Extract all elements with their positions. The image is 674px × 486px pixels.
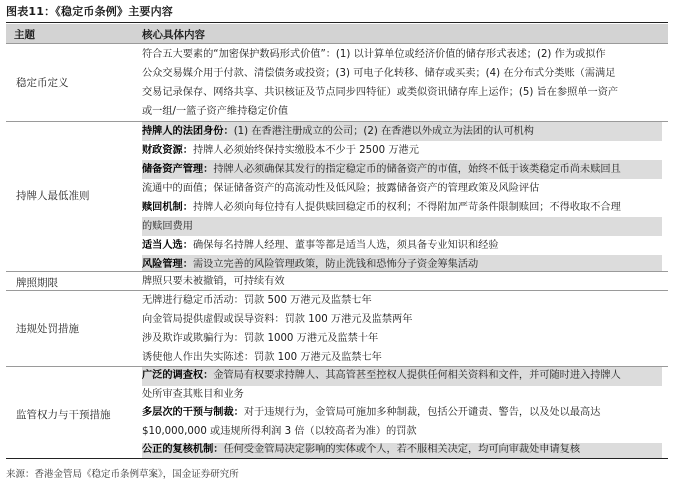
content-line: 符合五大要素的“加密保护数码形式价值”：(1) 以计算单位或经济价值的储存形式表述；(2) 作为或拟作 (142, 49, 606, 60)
row-topic: 违规处罚措施 (16, 323, 79, 335)
content-line: 处所审查其账目和业务 (142, 388, 244, 400)
content-line: 流通中的面值；保证储备资产的高流动性及低风险；披露储备资产的管理政策及风险评估 (142, 183, 540, 194)
table-row-definition (6, 43, 668, 122)
content-line: 的赎回费用 (142, 221, 193, 232)
table-row-validity (6, 271, 668, 291)
content-line: 交易记录保存、网络共享、共识核证及节点同步四特征）或类似资讯储存库上运作；(5) 旨在参照单一资产 (142, 87, 619, 98)
table-row-supervision (6, 366, 668, 459)
content-line: 公众交易媒介用于付款、清偿债务或投资；(3) 可电子化转移、储存或买卖；(4) 在分布式分类账（需满足 (142, 68, 616, 79)
content-line: 适当人选：确保每名持牌人经理、董事等都是适当人选，须具备专业知识和经验 (142, 240, 499, 251)
row-topic: 稳定币定义 (16, 77, 69, 89)
table-header (6, 24, 668, 43)
source-note: 来源：香港金管局《稳定币条例草案》，国金证券研究所 (6, 469, 239, 480)
header-content: 核心具体内容 (142, 29, 205, 41)
row-content (142, 122, 662, 274)
item-key: 赎回机制： (142, 202, 193, 213)
content-line: 广泛的调查权：金管局有权要求持牌人、其高管甚至控权人提供任何相关资料和文件，并可随时进入持牌人 (142, 370, 621, 381)
row-content (142, 291, 662, 367)
content-line: 公正的复核机制：任何受金管局决定影响的实体或个人，若不服相关决定，均可向审裁处申请复核 (142, 444, 581, 455)
content-line: 牌照只要未被撤销，可持续有效 (142, 276, 285, 287)
table-row-licensee (6, 121, 668, 272)
item-key: 多层次的干预与制裁： (142, 407, 244, 418)
row-content (142, 272, 662, 291)
content-line: 持牌人的法团身份：(1) 在香港注册成立的公司；(2) 在香港以外成立为法团的认可机构 (142, 126, 534, 137)
figure-title: 图表11：《稳定币条例》主要内容 (6, 5, 174, 18)
content-line: 向金管局提供虚假或误导资料：罚款 100 万港元及监禁两年 (142, 314, 413, 325)
item-key: 公正的复核机制： (142, 444, 224, 455)
content-line: 无牌进行稳定币活动：罚款 500 万港元及监禁七年 (142, 295, 372, 306)
content-line: 财政资源：持牌人必须始终保持实缴股本不少于 2500 万港元 (142, 145, 419, 156)
header-topic: 主题 (14, 29, 35, 41)
item-key: 广泛的调查权： (142, 370, 214, 381)
item-key: 适当人选： (142, 240, 193, 251)
row-content (142, 45, 662, 121)
row-topic: 牌照期限 (16, 277, 58, 289)
top-rule (6, 22, 668, 23)
item-key: 财政资源： (142, 145, 193, 156)
row-topic: 监管权力与干预措施 (16, 409, 111, 421)
item-key: 储备资产管理： (142, 164, 214, 175)
content-line: 赎回机制：持牌人必须向每位持有人提供赎回稳定币的权利；不得附加严苛条件限制赎回；不得收取不合理 (142, 202, 621, 213)
content-line: 多层次的干预与制裁：对于违规行为，金管局可施加多种制裁，包括公开谴责、警告，以及处以最高达 (142, 407, 601, 418)
content-line: 或一组/一篮子资产维持稳定价值 (142, 106, 289, 117)
bottom-rule (6, 458, 668, 459)
row-topic: 持牌人最低准则 (16, 190, 90, 202)
row-content (142, 367, 662, 460)
item-key: 持牌人的法团身份： (142, 126, 234, 137)
content-line: 诱使他人作出失实陈述：罚款 100 万港元及监禁七年 (142, 352, 382, 363)
content-line: $10,000,000 或违规所得利润 3 倍（以较高者为准）的罚款 (142, 425, 417, 437)
content-line: 储备资产管理：持牌人必须确保其发行的指定稳定币的储备资产的市值，始终不低于该类稳定币尚未赎回且 (142, 164, 621, 175)
content-line: 风险管理：需设立完善的风险管理政策，防止洗钱和恐怖分子资金筹集活动 (142, 259, 479, 270)
table-row-penalties (6, 290, 668, 367)
item-key: 风险管理： (142, 259, 193, 270)
content-line: 涉及欺诈或欺骗行为：罚款 1000 万港元及监禁十年 (142, 333, 379, 344)
